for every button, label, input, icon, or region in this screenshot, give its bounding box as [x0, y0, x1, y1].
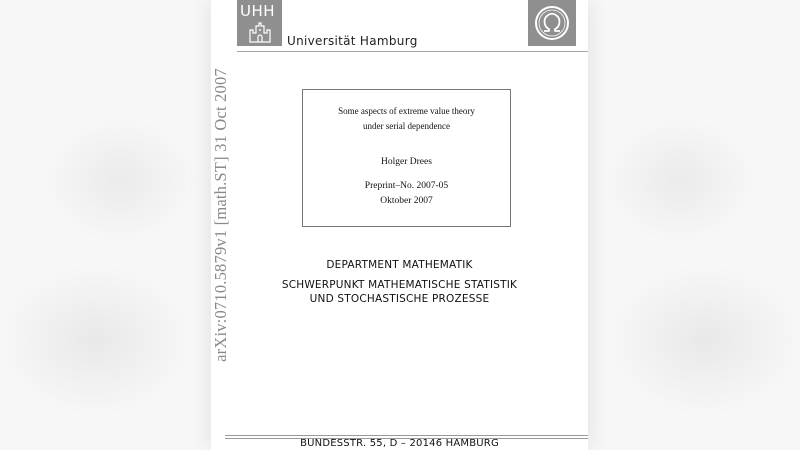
- arxiv-identifier-text: arXiv:0710.5879v1 [math.ST] 31 Oct 2007: [211, 68, 230, 362]
- department-focus-line-2: UND STOCHASTISCHE PROZESSE: [309, 293, 490, 305]
- castle-icon: [247, 20, 273, 44]
- footer-divider-top: [225, 435, 588, 436]
- department-name: DEPARTMENT MATHEMATIK: [326, 259, 473, 271]
- paper-title-line-2: under serial dependence: [363, 121, 450, 131]
- header-divider: [237, 51, 588, 52]
- department-focus-line-1: SCHWERPUNKT MATHEMATISCHE STATISTIK: [281, 279, 518, 291]
- preprint-number: Preprint–No. 2007-05: [364, 181, 449, 191]
- paper-author: Holger Drees: [381, 157, 432, 167]
- title-box: [302, 89, 511, 227]
- publication-date: Oktober 2007: [380, 196, 433, 206]
- uhh-logo: [237, 0, 282, 46]
- paper-title-line-1: Some aspects of extreme value theory: [338, 106, 475, 116]
- omega-seal-logo: [528, 0, 576, 46]
- omega-icon: [528, 0, 576, 46]
- document-page: [211, 0, 588, 450]
- footer-address: BUNDESSTR. 55, D – 20146 HAMBURG: [300, 438, 499, 449]
- university-name: Universität Hamburg: [287, 34, 418, 48]
- uhh-logo-letters: UHH: [240, 2, 276, 20]
